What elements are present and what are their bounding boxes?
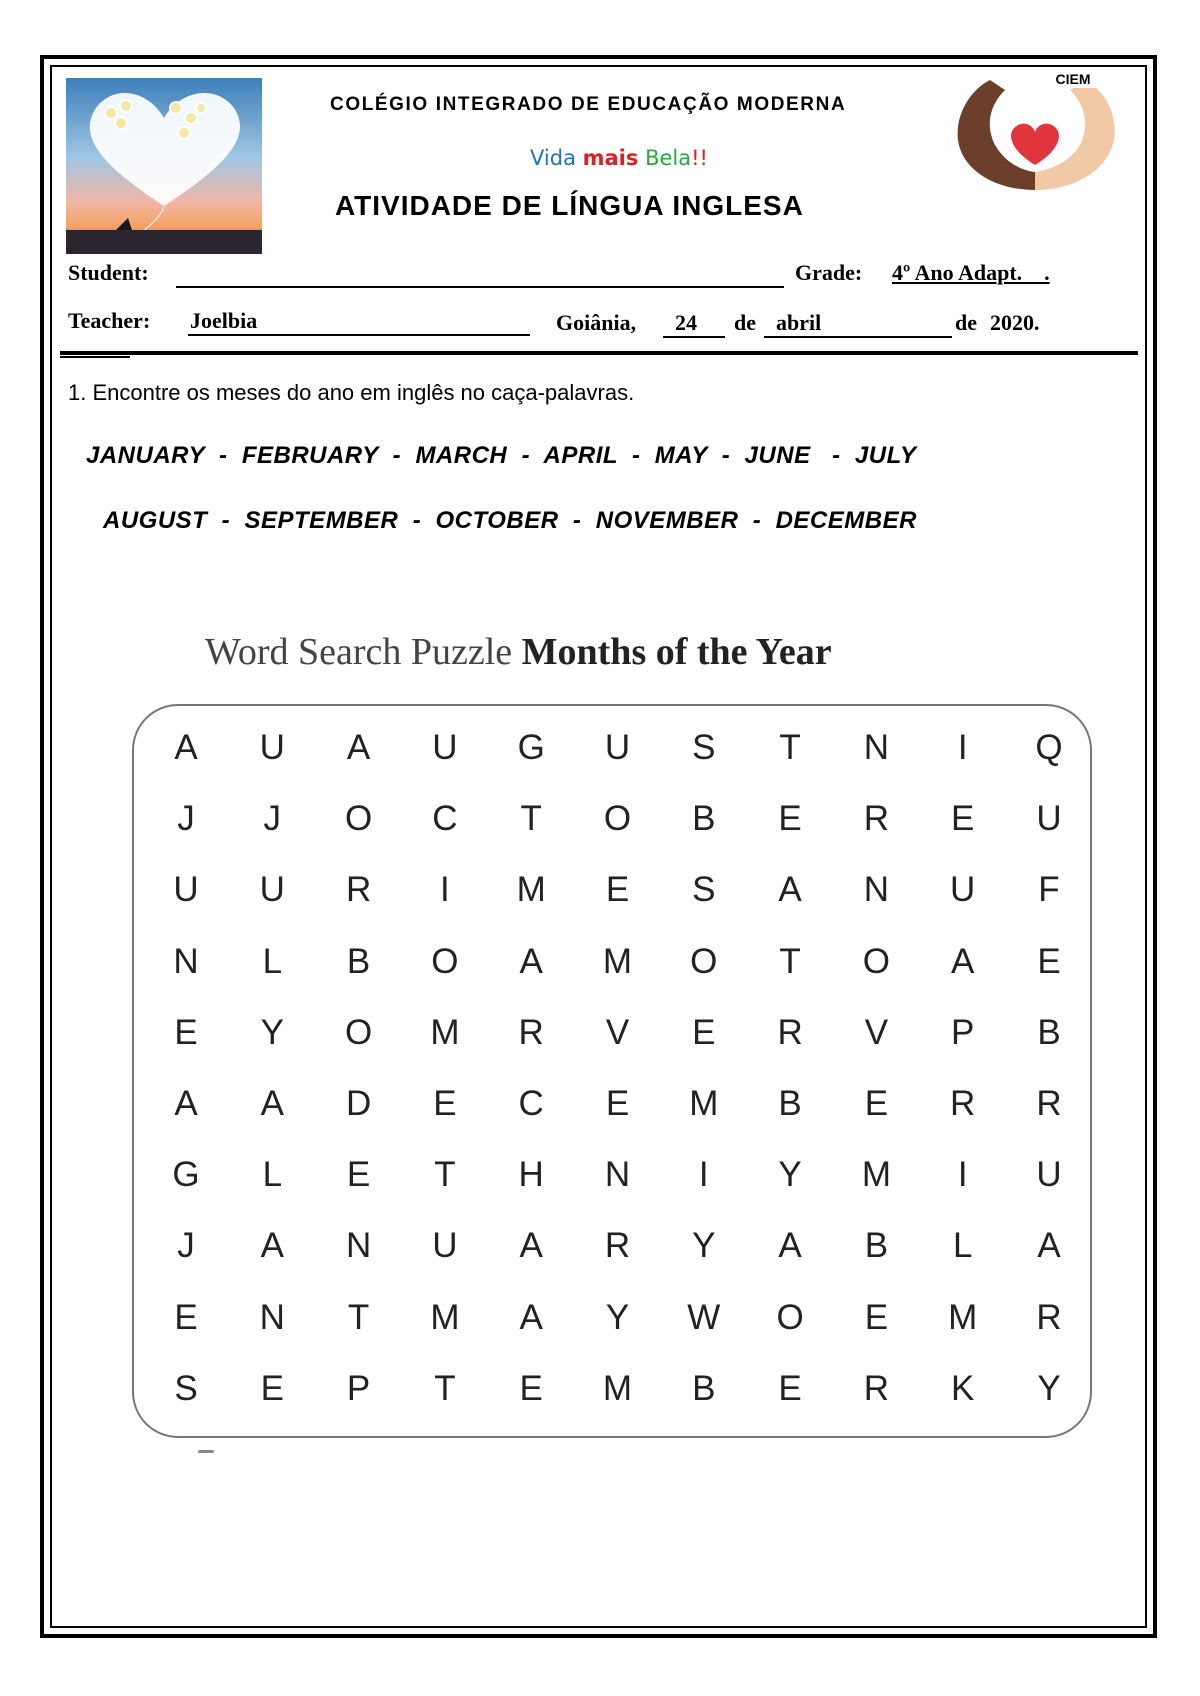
grid-letter[interactable]: A — [951, 941, 975, 981]
grid-letter[interactable]: N — [345, 1226, 372, 1266]
grid-letter[interactable]: R — [950, 1084, 976, 1123]
header-sky-balloon-image — [66, 78, 262, 254]
grid-letter[interactable]: E — [260, 1368, 284, 1408]
grid-letter[interactable]: R — [604, 1226, 631, 1266]
ciem-hands-heart-logo — [950, 70, 1125, 210]
grid-letter[interactable]: A — [519, 1297, 543, 1337]
header-divider-mark — [60, 356, 130, 358]
grid-letter[interactable]: E — [864, 1297, 889, 1337]
grid-letter[interactable]: N — [173, 941, 199, 981]
grid-letter[interactable]: U — [259, 728, 285, 767]
grid-letter[interactable]: F — [1038, 870, 1060, 910]
grid-letter[interactable]: E — [519, 1368, 543, 1408]
city-label: Goiânia, — [556, 310, 637, 335]
grid-letter[interactable]: B — [692, 799, 716, 839]
grid-letter[interactable]: K — [951, 1368, 975, 1408]
scan-mark — [198, 1450, 214, 1453]
grid-letter[interactable]: L — [262, 1155, 283, 1195]
grid-letter[interactable]: A — [174, 1084, 198, 1123]
grid-letter[interactable]: O — [776, 1297, 804, 1337]
grid-letter[interactable]: M — [948, 1297, 978, 1337]
grid-letter[interactable]: B — [864, 1226, 889, 1266]
grid-letter[interactable]: B — [1037, 1012, 1061, 1052]
teacher-label: Teacher: — [68, 308, 151, 333]
grid-letter[interactable]: Y — [260, 1012, 284, 1052]
grid-letter[interactable]: E — [1037, 941, 1061, 981]
grid-letter[interactable]: S — [692, 870, 716, 910]
grid-letter[interactable]: E — [346, 1155, 371, 1195]
school-motto — [530, 146, 708, 170]
grid-letter[interactable]: A — [174, 728, 198, 767]
grid-letter[interactable]: G — [517, 728, 545, 767]
student-label: Student: — [68, 260, 149, 285]
grid-letter[interactable]: O — [603, 799, 632, 839]
grid-letter[interactable]: T — [434, 1155, 456, 1195]
school-name: COLÉGIO INTEGRADO DE EDUCAÇÃO MODERNA — [330, 94, 847, 115]
motto-word-2: mais — [582, 146, 639, 170]
months-list-line-2: AUGUST - SEPTEMBER - OCTOBER - NOVEMBER - DECEMBER — [103, 507, 917, 534]
motto-word-1: Vida — [530, 146, 576, 170]
grid-letter[interactable]: S — [692, 728, 716, 767]
grid-letter[interactable]: M — [430, 1012, 460, 1052]
grid-letter[interactable]: R — [1036, 1084, 1062, 1123]
grid-letter[interactable]: U — [604, 728, 631, 767]
header-divider — [60, 351, 1138, 355]
grid-letter[interactable]: E — [605, 1084, 630, 1123]
grid-letter[interactable]: A — [260, 1084, 284, 1123]
student-name-field[interactable] — [176, 264, 784, 288]
year-value: 2020. — [990, 310, 1040, 335]
motto-word-3: Bela — [645, 146, 692, 170]
day-value: 24 — [675, 310, 697, 335]
grid-letter[interactable]: M — [602, 1368, 633, 1408]
grid-letter[interactable]: I — [698, 1155, 709, 1195]
grid-letter[interactable]: O — [344, 1012, 373, 1052]
grid-letter[interactable]: R — [863, 1368, 890, 1408]
grid-letter[interactable]: M — [689, 1084, 719, 1123]
grid-letter[interactable]: P — [346, 1368, 371, 1408]
grid-letter[interactable]: O — [690, 941, 718, 981]
grid-letter[interactable]: U — [173, 870, 199, 910]
activity-title: ATIVIDADE DE LÍNGUA INGLESA — [335, 190, 804, 221]
grid-letter[interactable]: J — [177, 799, 195, 839]
grid-letter[interactable]: U — [1036, 1155, 1062, 1195]
grid-letter[interactable]: N — [259, 1297, 285, 1337]
grid-letter[interactable]: C — [432, 799, 458, 839]
grid-letter[interactable]: B — [778, 1084, 802, 1123]
grid-letter[interactable]: A — [778, 870, 802, 910]
puzzle-title-bold: Months of the Year — [521, 631, 832, 673]
grid-letter[interactable]: H — [518, 1155, 544, 1195]
grid-letter[interactable]: J — [263, 799, 282, 839]
grid-letter[interactable]: R — [1036, 1297, 1062, 1337]
grid-letter[interactable]: U — [259, 870, 285, 910]
de-label-2: de — [955, 310, 977, 335]
months-list-line-1: JANUARY - FEBRUARY - MARCH - APRIL - MAY - JUNE - JULY — [86, 442, 917, 469]
grid-letter[interactable]: E — [778, 799, 802, 839]
grid-letter[interactable]: R — [518, 1012, 544, 1052]
grid-letter[interactable]: M — [861, 1155, 891, 1195]
grid-letter[interactable]: A — [1037, 1226, 1061, 1266]
teacher-value: Joelbia — [190, 308, 258, 333]
grid-letter[interactable]: T — [347, 1297, 370, 1337]
grid-letter[interactable]: V — [605, 1012, 630, 1052]
grid-letter[interactable]: A — [346, 728, 371, 767]
grid-letter[interactable]: U — [1036, 799, 1062, 839]
grid-letter[interactable]: A — [260, 1226, 284, 1266]
grid-letter[interactable]: V — [864, 1012, 889, 1052]
grid-letter[interactable]: M — [602, 941, 633, 981]
grid-letter[interactable]: A — [519, 941, 543, 981]
grid-letter[interactable]: E — [433, 1084, 457, 1123]
grid-letter[interactable]: I — [440, 870, 450, 910]
grade-value: 4º Ano Adapt. . — [892, 260, 1050, 285]
grid-letter[interactable]: T — [520, 799, 542, 839]
grid-letter[interactable]: T — [434, 1368, 456, 1408]
grid-letter[interactable]: Y — [605, 1297, 630, 1337]
grid-letter[interactable]: C — [518, 1084, 544, 1123]
grid-letter[interactable]: S — [174, 1368, 198, 1408]
grid-letter[interactable]: N — [604, 1155, 631, 1195]
grid-letter[interactable]: M — [430, 1297, 460, 1337]
puzzle-title — [205, 630, 832, 674]
grid-letter[interactable]: E — [778, 1368, 802, 1408]
grid-letter[interactable]: Y — [692, 1226, 716, 1266]
grid-letter[interactable]: N — [863, 870, 890, 910]
grid-letter[interactable]: R — [345, 870, 372, 910]
grid-letter[interactable]: E — [174, 1012, 198, 1052]
grid-letter[interactable]: N — [863, 728, 890, 767]
grid-letter[interactable]: L — [262, 941, 283, 981]
grid-letter[interactable]: E — [692, 1012, 716, 1052]
de-label-1: de — [734, 310, 756, 335]
grid-letter[interactable]: A — [519, 1226, 543, 1266]
puzzle-title-light: Word Search Puzzle — [205, 631, 513, 673]
month-value: abril — [776, 310, 822, 335]
grid-letter[interactable]: E — [174, 1297, 198, 1337]
grade-label: Grade: — [795, 260, 863, 285]
grid-letter[interactable]: B — [346, 941, 371, 981]
grid-letter[interactable]: B — [692, 1368, 716, 1408]
grid-letter[interactable]: O — [862, 941, 890, 981]
grid-letter[interactable]: Q — [1035, 728, 1063, 767]
logo-text: CIEM — [1055, 71, 1091, 87]
grid-letter[interactable]: E — [951, 799, 975, 839]
grid-letter[interactable]: E — [605, 870, 630, 910]
grid-letter[interactable]: O — [431, 941, 459, 981]
grid-letter[interactable]: U — [950, 870, 976, 910]
grid-letter[interactable]: A — [778, 1226, 802, 1266]
instruction-text: 1. Encontre os meses do ano em inglês no caça-palavras. — [68, 380, 635, 405]
grid-letter[interactable]: T — [779, 728, 801, 767]
grid-letter[interactable]: W — [687, 1297, 721, 1337]
grid-letter[interactable]: D — [345, 1084, 372, 1123]
grid-letter[interactable]: U — [432, 728, 458, 767]
grid-letter[interactable]: M — [516, 870, 546, 910]
grid-letter[interactable]: I — [957, 728, 968, 767]
grid-letter[interactable]: E — [864, 1084, 889, 1123]
grid-letter[interactable]: Y — [1037, 1368, 1061, 1408]
grid-letter[interactable]: L — [952, 1226, 973, 1266]
grid-letter[interactable]: R — [777, 1012, 803, 1052]
grid-letter[interactable]: U — [432, 1226, 458, 1266]
grid-letter[interactable]: T — [779, 941, 801, 981]
grid-letter[interactable]: Y — [778, 1155, 802, 1195]
grid-letter[interactable]: R — [863, 799, 890, 839]
grid-letter[interactable]: P — [951, 1012, 975, 1052]
grid-letter[interactable]: G — [172, 1155, 200, 1195]
grid-letter[interactable]: J — [177, 1226, 195, 1266]
grid-letter[interactable]: I — [957, 1155, 968, 1195]
grid-letter[interactable]: O — [344, 799, 373, 839]
motto-word-4: !! — [691, 146, 708, 170]
